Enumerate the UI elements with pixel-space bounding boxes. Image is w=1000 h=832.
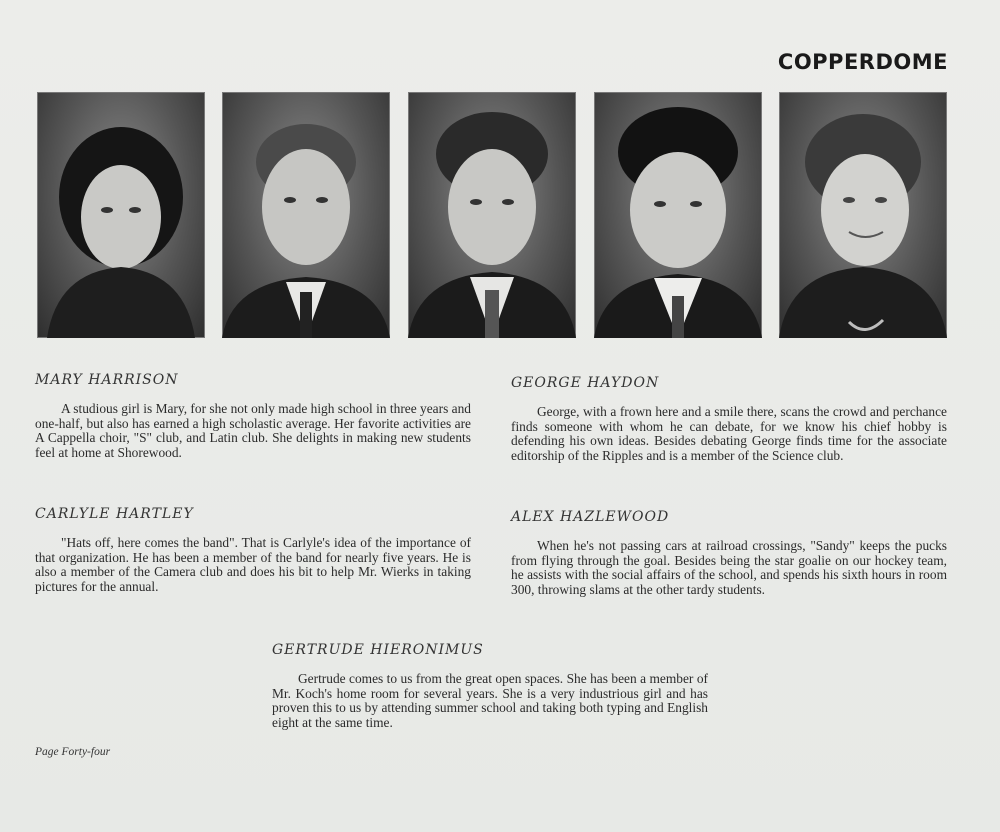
bio-name: GERTRUDE HIERONIMUS bbox=[272, 642, 484, 658]
bio-text: "Hats off, here comes the band". That is Carlyle's idea of the importance of that organization. He has been a member of the band for nearly five years. He is also a member of the Camera club and does his bit to help Mr. Wierks in taking pictures for the annual. bbox=[35, 535, 471, 594]
portrait-carlyle-hartley bbox=[222, 92, 390, 338]
bio-text: A studious girl is Mary, for she not only made high school in three years and one-half, but also has earned a high scholastic average. Her favorite activities are A Cappella choir, "S" club, and Latin club. She delights in making new students feel at home at Shorewood. bbox=[35, 401, 471, 460]
portrait-photo bbox=[594, 92, 762, 338]
bio-text: When he's not passing cars at railroad crossings, "Sandy" keeps the pucks from flying through the goal. Besides being the star goalie on our hockey team, he assists with the social affairs of the school, and spends his sixth hours in room 300, throwing slams at the other tardy students. bbox=[511, 538, 947, 597]
bio-name: ALEX HAZLEWOOD bbox=[511, 509, 670, 525]
bio-mary-harrison bbox=[35, 372, 471, 460]
portrait-gertrude-hieronimus bbox=[779, 92, 947, 338]
bio-name: CARLYLE HARTLEY bbox=[35, 506, 194, 522]
bio-name: GEORGE HAYDON bbox=[511, 375, 660, 391]
portrait-photo bbox=[37, 92, 205, 338]
portrait-photo bbox=[779, 92, 947, 338]
page-header-title: COPPERDOME bbox=[777, 50, 948, 74]
bio-text: Gertrude comes to us from the great open spaces. She has been a member of Mr. Koch's home room for several years. She is a very industrious girl and has proven this to us by attending summer school and taking both typing and English eight at the same time. bbox=[272, 671, 708, 730]
bio-carlyle-hartley bbox=[35, 506, 471, 594]
bio-george-haydon bbox=[511, 375, 947, 463]
portrait-photo bbox=[222, 92, 390, 338]
bio-alex-hazlewood bbox=[511, 509, 947, 597]
bio-gertrude-hieronimus bbox=[272, 642, 708, 730]
bio-name: MARY HARRISON bbox=[35, 372, 179, 388]
portrait-mary-harrison bbox=[37, 92, 205, 338]
portrait-alex-hazlewood bbox=[594, 92, 762, 338]
bio-text: George, with a frown here and a smile there, scans the crowd and perchance finds someone with whom he can debate, for we know his chief hobby is defending his own ideas. Besides debating George finds time for the associate editorship of the Ripples and is a member of the Science club. bbox=[511, 404, 947, 463]
page-number: Page Forty-four bbox=[35, 746, 111, 758]
portrait-photo bbox=[408, 92, 576, 338]
portrait-george-haydon bbox=[408, 92, 576, 338]
